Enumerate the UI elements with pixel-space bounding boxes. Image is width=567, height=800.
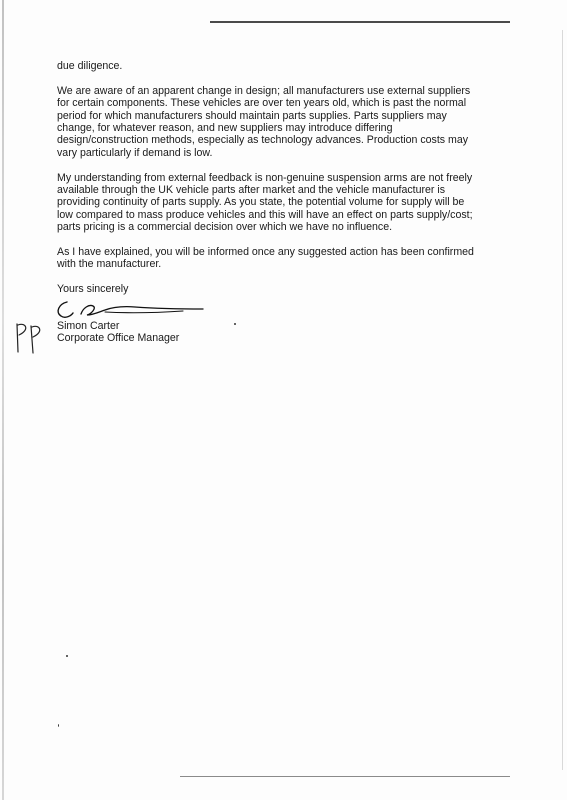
paragraph-1 bbox=[57, 60, 515, 72]
paragraph-2 bbox=[57, 85, 515, 159]
closing-salutation: Yours sincerely bbox=[57, 283, 129, 296]
scan-top-line bbox=[210, 21, 510, 23]
handwritten-signature bbox=[53, 296, 223, 322]
text-line: As I have explained, you will be informed once any suggested action has been confirmed bbox=[57, 246, 474, 259]
scan-speck bbox=[58, 724, 59, 727]
scan-left-edge bbox=[2, 0, 4, 800]
text-line: We are aware of an apparent change in design; all manufacturers use external suppliers bbox=[57, 84, 471, 97]
text-line: parts pricing is a commercial decision over which we have no influence. bbox=[57, 221, 393, 234]
text-line: change, for whatever reason, and new suppliers may introduce differing bbox=[57, 122, 393, 135]
signer-title: Corporate Office Manager bbox=[57, 332, 180, 345]
letter-body bbox=[57, 60, 515, 344]
signature bbox=[57, 296, 257, 320]
text-line: for certain components. These vehicles are over ten years old, which is past the normal bbox=[57, 97, 467, 110]
text-line: low compared to mass produce vehicles and this will have an effect on parts supply/cost; bbox=[57, 208, 473, 221]
paragraph-4 bbox=[57, 246, 515, 271]
text-line: vary particularly if demand is low. bbox=[57, 146, 213, 159]
text-line: due diligence. bbox=[57, 60, 123, 72]
text-line: My understanding from external feedback is non-genuine suspension arms are not freely bbox=[57, 171, 473, 184]
text-line: available through the UK vehicle parts after market and the vehicle manufacturer is bbox=[57, 184, 446, 197]
text-line: with the manufacturer. bbox=[57, 258, 162, 271]
handwritten-pp-mark bbox=[14, 320, 48, 354]
pp-annotation bbox=[14, 320, 48, 359]
scan-right-edge bbox=[562, 30, 563, 770]
scan-speck bbox=[66, 655, 68, 657]
signer-name: Simon Carter bbox=[57, 319, 120, 332]
text-line: providing continuity of parts supply. As you state, the potential volume for supply will be bbox=[57, 196, 465, 209]
text-line: period for which manufacturers should maintain parts supplies. Parts suppliers may bbox=[57, 109, 447, 122]
paragraph-3 bbox=[57, 172, 515, 234]
scan-bottom-line bbox=[180, 776, 510, 777]
text-line: design/construction methods, especially as technology advances. Production costs may bbox=[57, 134, 469, 147]
